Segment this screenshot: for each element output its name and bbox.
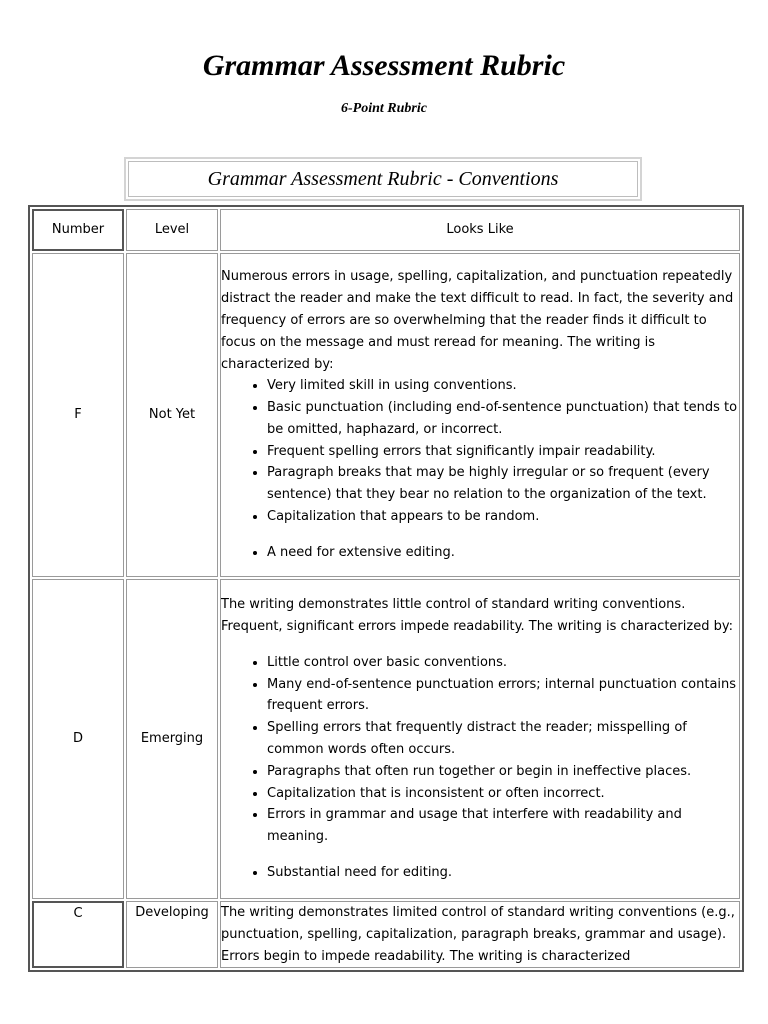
header-number: Number (32, 209, 124, 251)
list-item: • Many end-of-sentence punctuation errors; internal punctuation contains frequent errors. (267, 674, 739, 718)
list-item: • Basic punctuation (including end-of-sentence punctuation) that tends to be omitted, haphazard, or incorrect. (267, 397, 739, 441)
table-row (32, 253, 740, 577)
row-level: Developing (126, 901, 218, 968)
header-looks-like: Looks Like (220, 209, 740, 251)
row-number: D (32, 579, 124, 899)
row-intro: The writing demonstrates little control of standard writing conventions. Frequent, significant errors impede readability. The writing is characterized by: (221, 597, 733, 635)
table-row (32, 579, 740, 899)
row-intro: Numerous errors in usage, spelling, capitalization, and punctuation repeatedly distract the reader and make the text difficult to read. In fact, the severity and frequency of errors are so overwhelming that the reader finds it difficult to focus on the message and must reread for meaning. The writing is characterized by: (221, 269, 734, 372)
row-intro: The writing demonstrates limited control of standard writing conventions (e.g., punctuation, spelling, capitalization, paragraph breaks, grammar and usage). Errors begin to impede readability. The writing is characterized (221, 905, 735, 964)
rubric-table (28, 205, 744, 972)
table-caption-box (124, 157, 642, 201)
list-item: • Very limited skill in using conventions. (267, 375, 739, 397)
table-caption: Grammar Assessment Rubric - Conventions (207, 167, 559, 190)
list-item: • Frequent spelling errors that significantly impair readability. (267, 441, 739, 463)
row-level: Emerging (126, 579, 218, 899)
table-header-row (32, 209, 740, 251)
row-description (220, 253, 740, 577)
list-item: • Capitalization that appears to be random. (267, 506, 739, 528)
row-level: Not Yet (126, 253, 218, 577)
list-item: • Capitalization that is inconsistent or often incorrect. (267, 783, 739, 805)
list-item: • A need for extensive editing. (267, 542, 739, 564)
bullet-list (221, 375, 739, 563)
document-title: Grammar Assessment Rubric (202, 49, 566, 82)
header-level: Level (126, 209, 218, 251)
row-number: C (32, 901, 124, 968)
table-row (32, 901, 740, 968)
list-item: • Substantial need for editing. (267, 862, 739, 884)
list-item: • Little control over basic conventions. (267, 652, 739, 674)
bullet-list (221, 652, 739, 884)
row-description (220, 901, 740, 968)
list-item: • Errors in grammar and usage that interfere with readability and meaning. (267, 804, 739, 848)
row-number: F (32, 253, 124, 577)
list-item: • Paragraph breaks that may be highly irregular or so frequent (every sentence) that they bear no relation to the organization of the text. (267, 462, 739, 506)
list-item: • Spelling errors that frequently distract the reader; misspelling of common words often occurs. (267, 717, 739, 761)
document-subtitle: 6-Point Rubric (341, 101, 427, 116)
list-item: • Paragraphs that often run together or begin in ineffective places. (267, 761, 739, 783)
row-description (220, 579, 740, 899)
